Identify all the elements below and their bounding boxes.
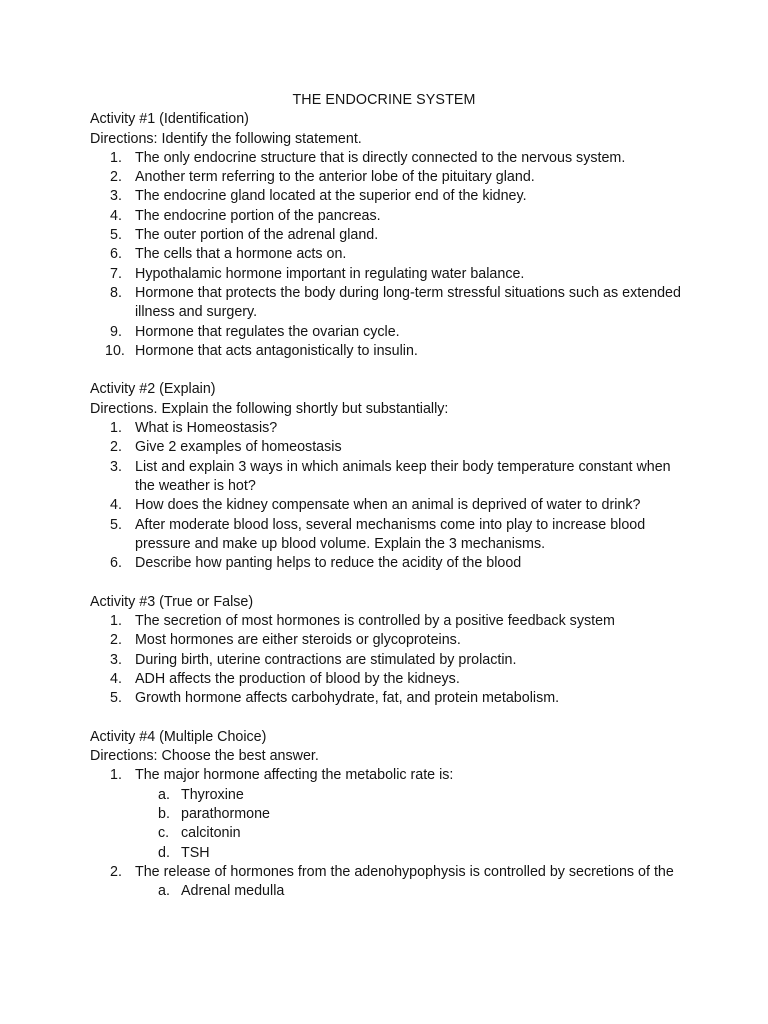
- item-text: After moderate blood loss, several mechanisms come into play to increase blood pressure and make up blood volume. Explain the 3 mechanisms.: [135, 516, 646, 552]
- list-item: [90, 516, 690, 555]
- list-item: [90, 149, 690, 168]
- activity-1-section: [90, 110, 690, 361]
- activity-3-section: [90, 593, 690, 709]
- choice-text: Thyroxine: [181, 786, 244, 803]
- choice-text: parathormone: [181, 805, 271, 822]
- activity-heading: Activity #4 (Multiple Choice): [90, 728, 267, 745]
- list-item: [90, 419, 690, 438]
- list-item: [90, 766, 690, 785]
- item-text: Another term referring to the anterior lobe of the pituitary gland.: [135, 169, 535, 186]
- item-number: 6.: [110, 246, 122, 263]
- item-number: 3.: [110, 458, 122, 475]
- item-text: Hormone that acts antagonistically to insulin.: [135, 342, 418, 359]
- item-text: The endocrine gland located at the superior end of the kidney.: [135, 188, 527, 205]
- item-text: Hormone that regulates the ovarian cycle.: [135, 323, 400, 340]
- item-text: The secretion of most hormones is controlled by a positive feedback system: [135, 613, 615, 630]
- choice-list: [90, 882, 690, 901]
- item-number: 9.: [110, 323, 122, 340]
- item-number: 1.: [110, 613, 122, 630]
- list-item: [90, 554, 690, 573]
- choice-text: calcitonin: [181, 825, 241, 842]
- choice-letter: a.: [158, 883, 170, 900]
- choice-letter: b.: [158, 805, 170, 822]
- question-list: [90, 419, 690, 573]
- choice-list: [90, 786, 690, 863]
- item-text: List and explain 3 ways in which animals keep their body temperature constant when the weather is hot?: [135, 458, 671, 494]
- activity-heading: Activity #1 (Identification): [90, 111, 249, 128]
- item-number: 5.: [110, 690, 122, 707]
- list-item: [90, 245, 690, 264]
- choice-item: [135, 805, 690, 824]
- item-text: The cells that a hormone acts on.: [135, 246, 347, 263]
- item-text: The outer portion of the adrenal gland.: [135, 227, 379, 244]
- item-text: How does the kidney compensate when an animal is deprived of water to drink?: [135, 497, 641, 514]
- activity-directions: Directions: Choose the best answer.: [90, 748, 319, 765]
- list-item: [90, 284, 690, 323]
- choice-text: TSH: [181, 844, 210, 861]
- item-text: The release of hormones from the adenohypophysis is controlled by secretions of the: [135, 863, 674, 880]
- item-number: 6.: [110, 555, 122, 572]
- document-title: THE ENDOCRINE SYSTEM: [292, 92, 476, 108]
- list-item: [90, 631, 690, 650]
- question-list: [90, 766, 690, 785]
- item-number: 2.: [110, 169, 122, 186]
- item-text: ADH affects the production of blood by the kidneys.: [135, 670, 460, 687]
- choice-letter: c.: [158, 825, 170, 842]
- list-item: [90, 187, 690, 206]
- item-text: Give 2 examples of homeostasis: [135, 439, 342, 456]
- list-item: [90, 670, 690, 689]
- choice-item: [135, 844, 690, 863]
- item-number: 10.: [105, 342, 125, 359]
- item-number: 3.: [110, 651, 122, 668]
- item-text: The major hormone affecting the metabolic rate is:: [135, 767, 454, 784]
- item-text: During birth, uterine contractions are stimulated by prolactin.: [135, 651, 517, 668]
- list-item: [90, 207, 690, 226]
- list-item: [90, 458, 690, 497]
- list-item: [90, 323, 690, 342]
- item-number: 4.: [110, 497, 122, 514]
- activity-4-section: [90, 728, 690, 902]
- item-text: Hypothalamic hormone important in regulating water balance.: [135, 265, 525, 282]
- item-number: 2.: [110, 439, 122, 456]
- item-text: Describe how panting helps to reduce the acidity of the blood: [135, 555, 522, 572]
- item-text: Most hormones are either steroids or glycoproteins.: [135, 632, 461, 649]
- list-item: [90, 438, 690, 457]
- item-text: Hormone that protects the body during long-term stressful situations such as extended illness and surgery.: [135, 284, 681, 321]
- question-list: [90, 612, 690, 708]
- item-number: 1.: [110, 767, 122, 784]
- item-text: The endocrine portion of the pancreas.: [135, 207, 381, 224]
- document-body: [90, 91, 690, 901]
- item-number: 4.: [110, 670, 122, 687]
- item-number: 2.: [110, 863, 122, 880]
- item-number: 1.: [110, 420, 122, 437]
- choice-item: [135, 824, 690, 843]
- question-list: [90, 149, 690, 361]
- list-item: [90, 265, 690, 284]
- list-item: [90, 496, 690, 515]
- list-item: [90, 226, 690, 245]
- activity-2-section: [90, 380, 690, 573]
- choice-letter: a.: [158, 786, 170, 803]
- list-item: [90, 689, 690, 708]
- activity-directions: Directions. Explain the following shortly but substantially:: [90, 400, 449, 417]
- item-text: The only endocrine structure that is directly connected to the nervous system.: [135, 149, 626, 166]
- item-number: 2.: [110, 632, 122, 649]
- item-number: 4.: [110, 207, 122, 224]
- choice-letter: d.: [158, 844, 170, 861]
- item-number: 7.: [110, 265, 122, 282]
- list-item: [90, 168, 690, 187]
- list-item: [90, 342, 690, 361]
- item-text: What is Homeostasis?: [135, 420, 278, 437]
- item-text: Growth hormone affects carbohydrate, fat, and protein metabolism.: [135, 690, 560, 707]
- activity-heading: Activity #3 (True or False): [90, 593, 254, 610]
- activity-directions: Directions: Identify the following statement.: [90, 130, 362, 147]
- list-item: [90, 651, 690, 670]
- item-number: 1.: [110, 149, 122, 166]
- item-number: 3.: [110, 188, 122, 205]
- item-number: 8.: [110, 284, 122, 301]
- choice-item: [135, 786, 690, 805]
- item-number: 5.: [110, 516, 122, 533]
- list-item: [90, 612, 690, 631]
- choice-item: [135, 882, 690, 901]
- question-list: [90, 863, 690, 882]
- activity-heading: Activity #2 (Explain): [90, 381, 216, 398]
- choice-text: Adrenal medulla: [181, 883, 285, 900]
- list-item: [90, 863, 690, 882]
- item-number: 5.: [110, 227, 122, 244]
